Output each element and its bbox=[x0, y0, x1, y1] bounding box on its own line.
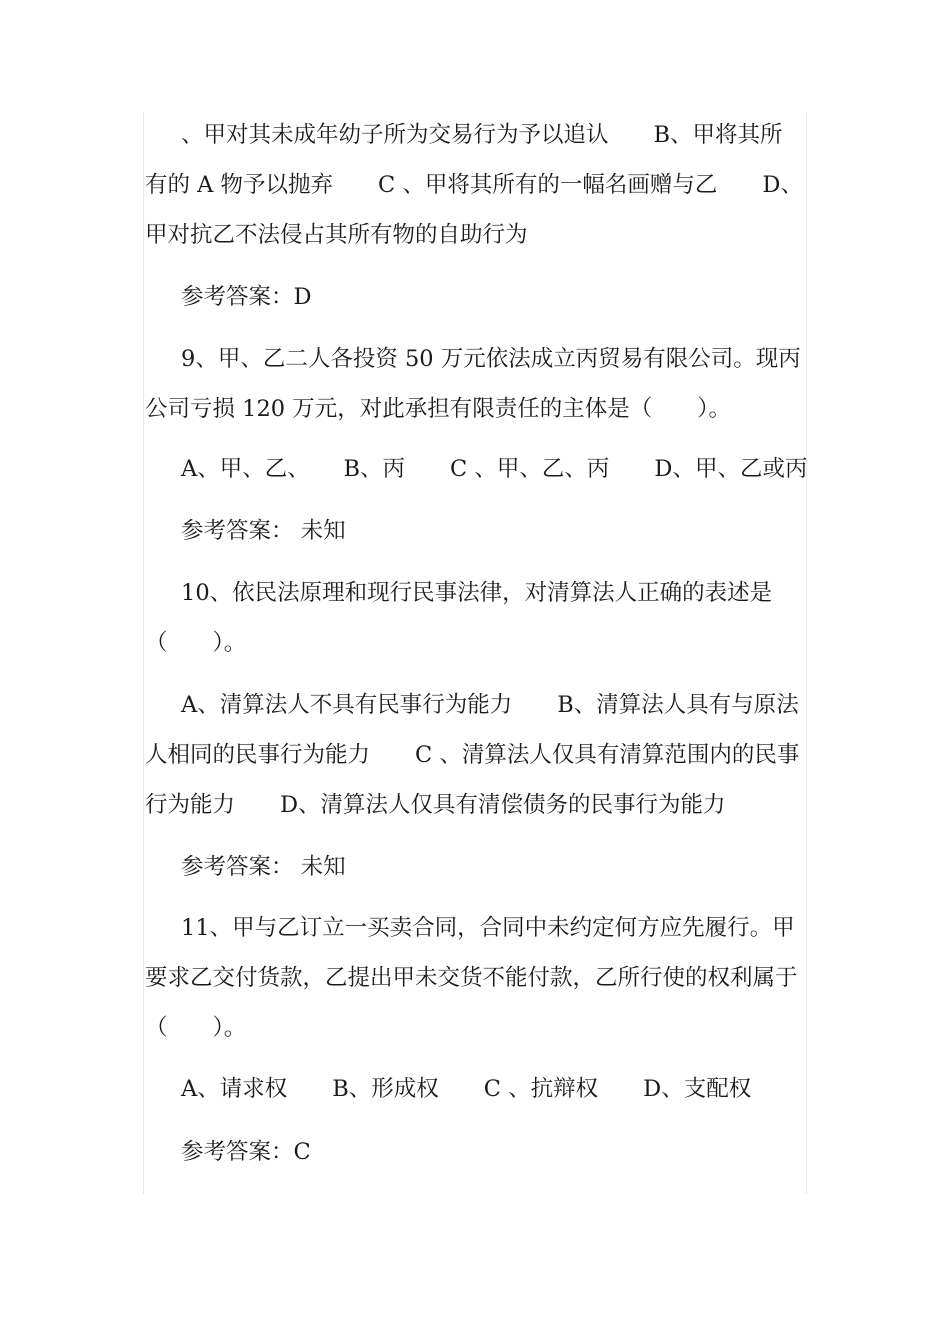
text-line: 人相同的民事行为能力 C 、清算法人仅具有清算范围内的民事 bbox=[145, 742, 800, 768]
answer-10 bbox=[145, 842, 346, 892]
text-line: 、甲对其未成年幼子所为交易行为予以追认 B、甲将其所 bbox=[181, 122, 783, 148]
text-line: 10、依民法原理和现行民事法律，对清算法人正确的表述是 bbox=[181, 580, 773, 606]
question-10-options bbox=[145, 680, 799, 830]
text-line: A、甲、乙、 B、丙 C 、甲、乙、丙 D、甲、乙或丙 bbox=[181, 456, 808, 482]
question-10 bbox=[145, 568, 772, 668]
text-line: （ ）。 bbox=[145, 630, 247, 656]
text-line: A、请求权 B、形成权 C 、抗辩权 D、支配权 bbox=[181, 1076, 752, 1102]
answer-text: 参考答案： 未知 bbox=[181, 518, 346, 544]
text-line: 11、甲与乙订立一买卖合同，合同中未约定何方应先履行。甲 bbox=[181, 915, 795, 941]
text-line: 行为能力 D、清算法人仅具有清偿债务的民事行为能力 bbox=[145, 792, 726, 818]
text-line: 甲对抗乙不法侵占其所有物的自助行为 bbox=[145, 222, 528, 248]
text-line: 有的 A 物予以抛弃 C 、甲将其所有的一幅名画赠与乙 D、 bbox=[145, 172, 803, 198]
answer-text: 参考答案： 未知 bbox=[181, 854, 346, 880]
question-11 bbox=[145, 903, 798, 1053]
question-9-options bbox=[145, 444, 807, 494]
text-line: 要求乙交付货款，乙提出甲未交货不能付款，乙所行使的权利属于 bbox=[145, 965, 798, 991]
answer-9 bbox=[145, 506, 346, 556]
answer-8 bbox=[145, 272, 312, 322]
answer-11 bbox=[145, 1127, 311, 1177]
answer-text: 参考答案：C bbox=[181, 1139, 311, 1165]
question-8-options bbox=[145, 110, 807, 260]
text-line: （ ）。 bbox=[145, 1015, 247, 1041]
text-line: 9、甲、乙二人各投资 50 万元依法成立丙贸易有限公司。现丙 bbox=[181, 346, 801, 372]
question-11-options bbox=[145, 1064, 751, 1114]
text-line: A、清算法人不具有民事行为能力 B、清算法人具有与原法 bbox=[181, 692, 799, 718]
answer-text: 参考答案：D bbox=[181, 284, 312, 310]
question-9 bbox=[145, 334, 801, 434]
text-line: 公司亏损 120 万元，对此承担有限责任的主体是（ ）。 bbox=[145, 396, 732, 422]
